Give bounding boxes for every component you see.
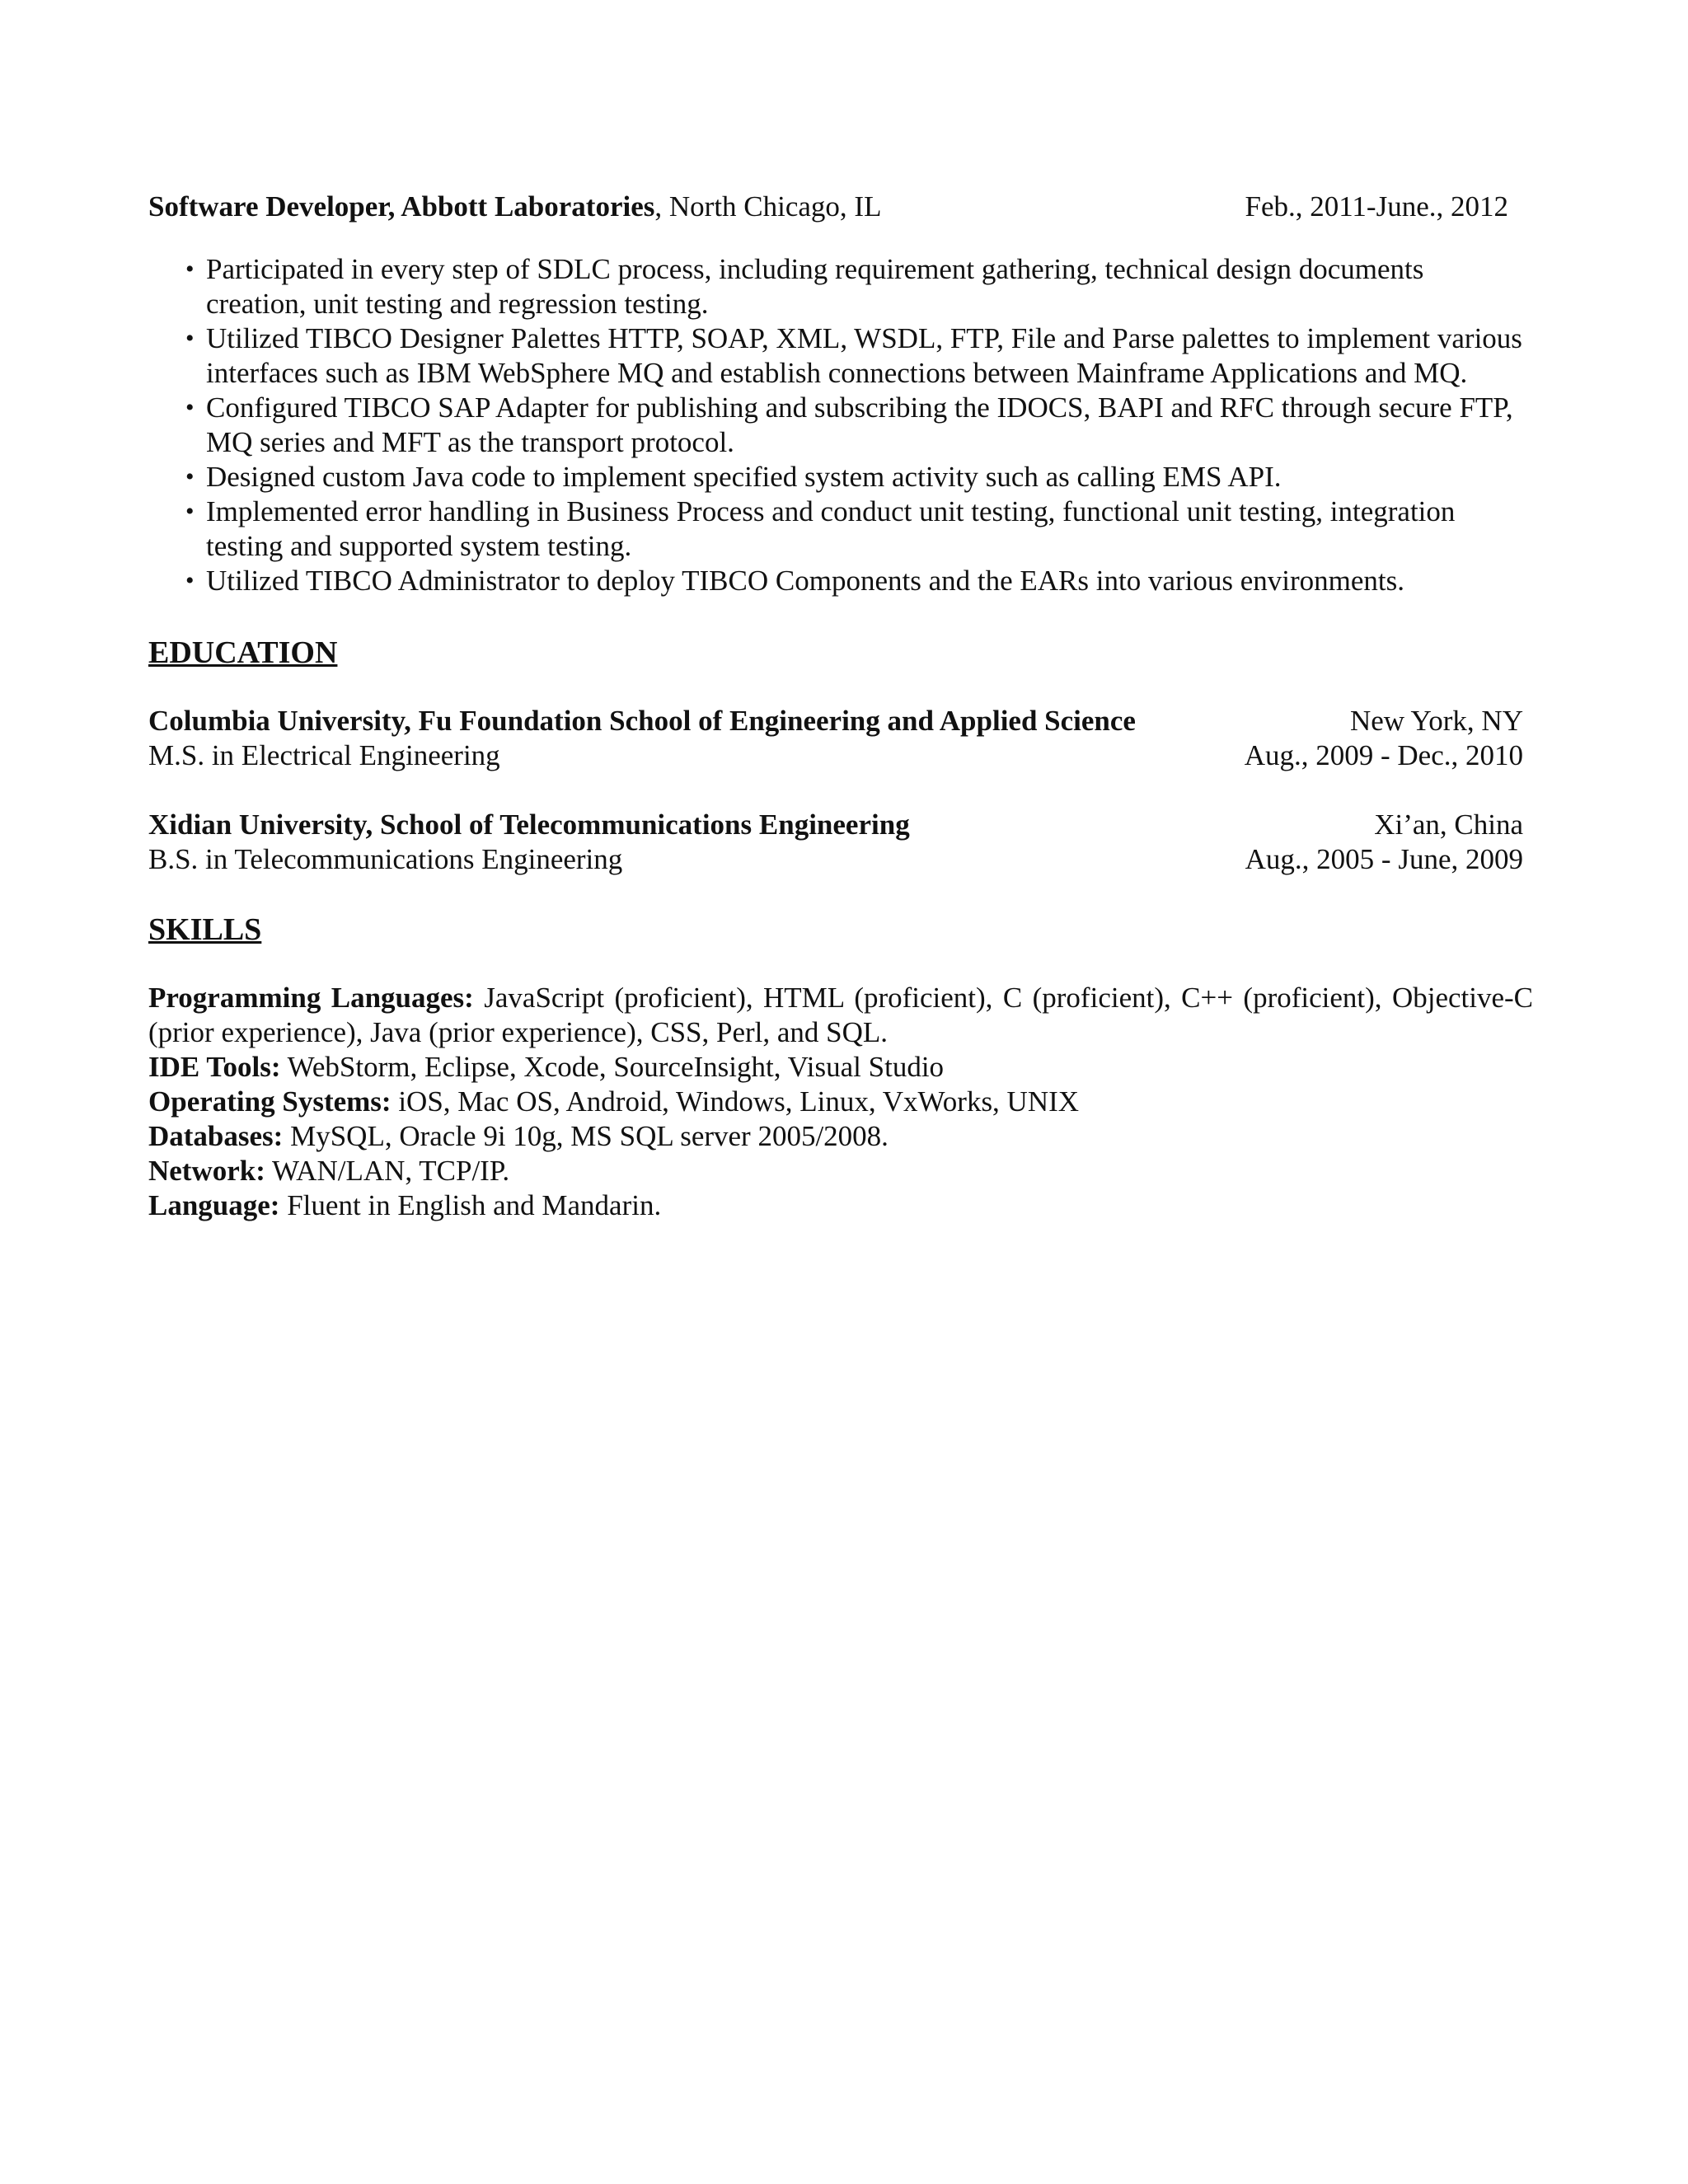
degree-name: M.S. in Electrical Engineering	[148, 739, 500, 771]
list-item	[148, 321, 1525, 391]
skill-label: IDE Tools:	[148, 1051, 281, 1083]
skill-databases	[148, 1119, 1533, 1154]
education-entry-columbia	[148, 704, 1533, 773]
skill-value: WAN/LAN, TCP/IP.	[265, 1155, 510, 1187]
school-row	[148, 704, 1523, 738]
list-item	[148, 460, 1525, 494]
skill-label: Programming Languages:	[148, 982, 474, 1014]
skill-programming-languages	[148, 981, 1533, 1050]
bullet-icon: •	[185, 325, 195, 352]
skill-value: WebStorm, Eclipse, Xcode, SourceInsight, Visual Studio	[280, 1051, 945, 1083]
bullet-text: Participated in every step of SDLC process, including requirement gathering, technical design documents creation, unit testing and regression testing.	[206, 253, 1424, 320]
resume-page	[148, 190, 1533, 1223]
skills-list	[148, 981, 1533, 1223]
bullet-text: Designed custom Java code to implement specified system activity such as calling EMS API.	[206, 461, 1282, 493]
degree-dates: Aug., 2005 - June, 2009	[1245, 843, 1523, 875]
school-name: Columbia University, Fu Foundation School of Engineering and Applied Science	[148, 705, 1136, 737]
bullet-icon: •	[185, 394, 195, 421]
skill-language	[148, 1188, 1533, 1223]
degree-name: B.S. in Telecommunications Engineering	[148, 843, 623, 875]
school-location: New York, NY	[1349, 705, 1523, 737]
bullet-text: Implemented error handling in Business Process and conduct unit testing, functional unit testing, integration testing and supported system testing.	[206, 495, 1456, 562]
skill-value: MySQL, Oracle 9i 10g, MS SQL server 2005/2008.	[283, 1120, 889, 1152]
skill-network	[148, 1154, 1533, 1188]
job-title-org: Software Developer, Abbott Laboratories	[148, 190, 655, 223]
bullet-text: Configured TIBCO SAP Adapter for publishing and subscribing the IDOCS, BAPI and RFC through secure FTP, MQ series and MFT as the transport protocol.	[206, 391, 1513, 458]
degree-row	[148, 738, 1523, 773]
skill-value: Fluent in English and Mandarin.	[279, 1189, 662, 1221]
skill-label: Language:	[148, 1189, 280, 1221]
skill-operating-systems	[148, 1085, 1533, 1119]
education-entry-xidian	[148, 808, 1533, 877]
bullet-icon: •	[185, 567, 195, 594]
skill-value: iOS, Mac OS, Android, Windows, Linux, VxWorks, UNIX	[391, 1085, 1080, 1118]
job-title-line	[148, 190, 881, 224]
list-item	[148, 564, 1525, 598]
degree-dates: Aug., 2009 - Dec., 2010	[1244, 739, 1523, 771]
skill-value: JavaScript (proficient), HTML (proficient), C (proficient), C++ (proficient), Objective-C (prior experience), Java (prior experience), CSS, Perl, and SQL.	[148, 982, 1534, 1048]
list-item	[148, 391, 1525, 460]
skill-label: Operating Systems:	[148, 1085, 392, 1118]
bullet-icon: •	[185, 255, 195, 283]
degree-row	[148, 842, 1523, 877]
job-dates: Feb., 2011-June., 2012	[1245, 190, 1508, 223]
skills-heading: SKILLS	[148, 912, 262, 947]
list-item	[148, 252, 1525, 321]
bullet-text: Utilized TIBCO Designer Palettes HTTP, SOAP, XML, WSDL, FTP, File and Parse palettes to implement various interfaces such as IBM WebSphere MQ and establish connections between Mainframe Applications and MQ.	[206, 322, 1522, 389]
school-location: Xi’an, China	[1374, 808, 1523, 841]
education-heading: EDUCATION	[148, 635, 338, 670]
bullet-icon: •	[185, 498, 195, 525]
job-location: , North Chicago, IL	[654, 190, 882, 223]
bullet-icon: •	[185, 463, 195, 490]
bullet-text: Utilized TIBCO Administrator to deploy TIBCO Components and the EARs into various environments.	[206, 565, 1405, 597]
list-item	[148, 494, 1525, 564]
skill-label: Network:	[148, 1155, 265, 1187]
skill-ide-tools	[148, 1050, 1533, 1085]
school-row	[148, 808, 1523, 842]
school-name: Xidian University, School of Telecommunications Engineering	[148, 808, 910, 841]
job-header	[148, 190, 1508, 224]
skill-label: Databases:	[148, 1120, 284, 1152]
job-bullet-list	[148, 252, 1533, 598]
